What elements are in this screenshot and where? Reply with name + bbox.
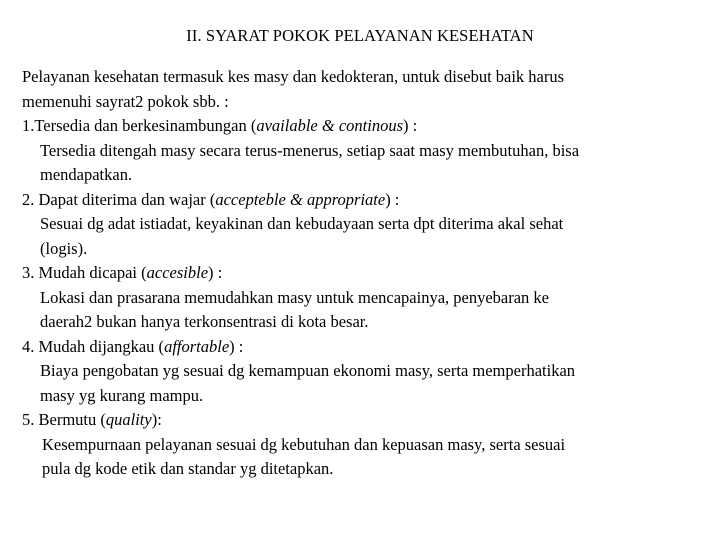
item-heading-end: ) : <box>229 336 244 356</box>
item-heading-text: 4. Mudah dijangkau ( <box>22 336 165 356</box>
item-heading-end: ): <box>151 410 162 429</box>
item-desc-1-line-2: mendapatkan. <box>40 165 133 184</box>
item-desc-3-line-1: Lokasi dan prasarana memudahkan masy untuk mencapainya, penyebaran ke <box>40 287 550 307</box>
item-desc-2-line-2: (logis). <box>40 238 88 258</box>
item-heading-term: affortable <box>164 336 230 356</box>
item-heading-text: 5. Bermutu ( <box>22 410 106 429</box>
item-desc-1-line-1: Tersedia ditengah masy secara terus-menerus, setiap saat masy membutuhan, bisa <box>40 140 580 160</box>
item-desc-4-line-1: Biaya pengobatan yg sesuai dg kemampuan ekonomi masy, serta memperhatikan <box>40 361 576 380</box>
item-desc-3-line-2: daerah2 bukan hanya terkonsentrasi di kota besar. <box>40 312 369 331</box>
item-desc-2-line-1: Sesuai dg adat istiadat, keyakinan dan kebudayaan serta dpt diterima akal sehat <box>40 214 564 233</box>
item-heading-text: 3. Mudah dicapai ( <box>22 263 147 282</box>
page-title: II. SYARAT POKOK PELAYANAN KESEHATAN <box>186 26 534 45</box>
intro-line-2: memenuhi sayrat2 pokok sbb. : <box>22 91 229 111</box>
item-heading-5 <box>22 408 702 433</box>
item-heading-text: 2. Dapat diterima dan wajar ( <box>22 189 216 209</box>
item-heading-term: available & continous <box>256 116 403 135</box>
item-heading-text: 1.Tersedia dan berkesinambungan ( <box>22 116 257 135</box>
item-heading-2 <box>22 188 702 213</box>
item-heading-end: ) : <box>208 263 223 282</box>
document-body <box>22 65 702 482</box>
item-heading-term: accesible <box>146 263 209 282</box>
item-heading-1 <box>22 114 702 139</box>
intro-line-1: Pelayanan kesehatan termasuk kes masy dan kedokteran, untuk disebut baik harus <box>22 67 565 86</box>
item-heading-3 <box>22 261 702 286</box>
item-desc-4-line-2: masy yg kurang mampu. <box>40 385 204 405</box>
item-desc-5-line-2: pula dg kode etik dan standar yg ditetapkan. <box>42 459 334 478</box>
item-heading-term: accepteble & appropriate <box>215 189 386 209</box>
item-heading-end: ) : <box>403 116 418 135</box>
item-heading-term: quality <box>105 410 152 429</box>
item-heading-4 <box>22 335 702 360</box>
item-heading-end: ) : <box>385 189 400 209</box>
item-desc-5-line-1: Kesempurnaan pelayanan sesuai dg kebutuhan dan kepuasan masy, serta sesuai <box>42 434 566 454</box>
